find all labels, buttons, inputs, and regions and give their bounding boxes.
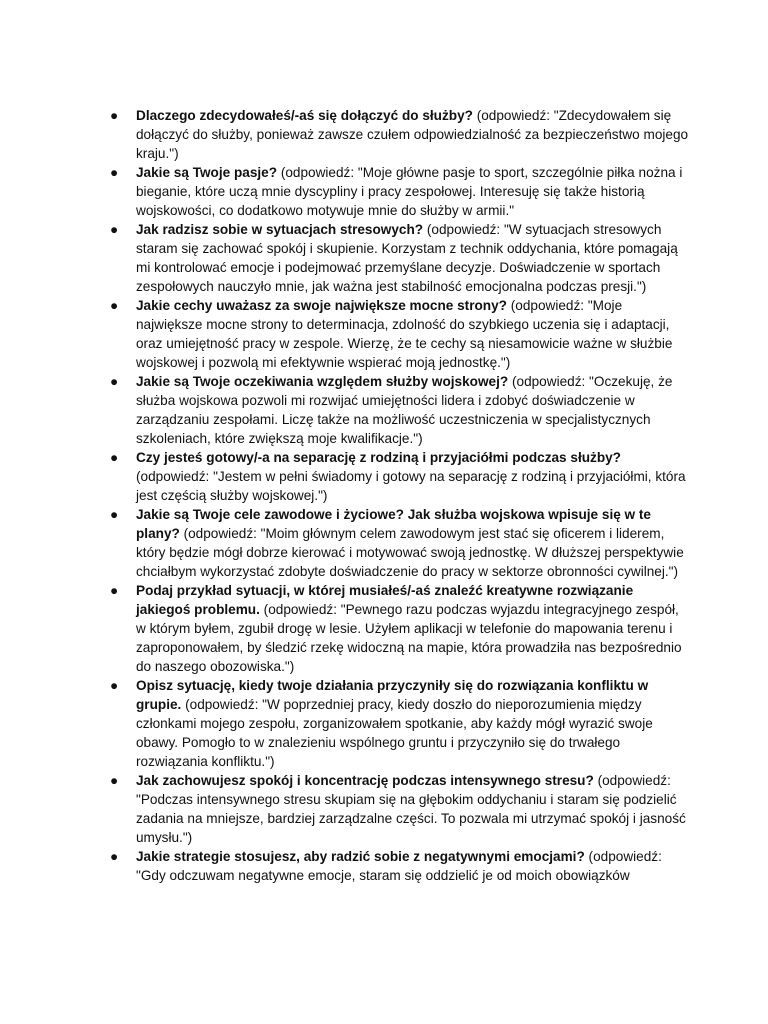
bullet-icon: ●	[110, 108, 119, 123]
bullet-icon: ●	[110, 165, 119, 180]
answer-text: (odpowiedź: "Zdecydowałem się dołączyć do służby, ponieważ zawsze czułem odpowiedzialność za bezpieczeństwo mojego kraju.")	[136, 108, 689, 161]
bullet-icon: ●	[110, 507, 119, 522]
answer-text: (odpowiedź: "Moje największe mocne strony to determinacja, zdolność do szybkiego uczenia się i adaptacji, oraz umiejętność pracy w zespole. Wierzę, że te cechy są niesamowicie ważne w służbie wojskowej i pozwolą mi efektywnie wspierać moją jednostkę.")	[136, 298, 673, 370]
question-text: Jakie są Twoje pasje?	[136, 165, 278, 180]
bullet-icon: ●	[110, 773, 119, 788]
list-item	[110, 106, 690, 163]
answer-text: (odpowiedź: "Oczekuję, że służba wojskowa pozwoli mi rozwijać umiejętności lidera i zdobyć doświadczenie w zarządzaniu zespołami. Liczę także na możliwość uczestniczenia w specjalistycznych szkoleniach, które zwiększą moje kwalifikacje.")	[136, 374, 673, 446]
question-text: Czy jesteś gotowy/-a na separację z rodziną i przyjaciółmi podczas służby?	[136, 450, 621, 465]
bullet-icon: ●	[110, 849, 119, 864]
question-text: Jakie są Twoje cele zawodowe i życiowe? Jak służba wojskowa wpisuje się w te plany?	[136, 507, 651, 541]
bullet-icon: ●	[110, 222, 119, 237]
list-item	[110, 163, 690, 220]
answer-text: (odpowiedź: "Jestem w pełni świadomy i gotowy na separację z rodziną i przyjaciółmi, która jest częścią służby wojskowej.")	[136, 469, 686, 503]
question-text: Podaj przykład sytuacji, w której musiałeś/-aś znaleźć kreatywne rozwiązanie jakiegoś problemu.	[136, 583, 634, 617]
bullet-icon: ●	[110, 374, 119, 389]
question-text: Jak radzisz sobie w sytuacjach stresowych?	[136, 222, 424, 237]
question-answer-list	[110, 106, 690, 885]
list-item	[110, 505, 690, 581]
list-item	[110, 220, 690, 296]
list-item	[110, 581, 690, 676]
bullet-icon: ●	[110, 450, 119, 465]
question-text: Jakie strategie stosujesz, aby radzić sobie z negatywnymi emocjami?	[136, 849, 585, 864]
answer-text: (odpowiedź: "Moim głównym celem zawodowym jest stać się oficerem i liderem, który będzie mógł dobrze kierować i motywować swoją jednostkę. W dłuższej perspektywie chciałbym wykorzystać zdobyte doświadczenie do pracy w sektorze obronności cywilnej.")	[136, 526, 684, 579]
bullet-icon: ●	[110, 678, 119, 693]
bullet-icon: ●	[110, 583, 119, 598]
question-text: Jakie cechy uważasz za swoje największe mocne strony?	[136, 298, 507, 313]
question-text: Opisz sytuację, kiedy twoje działania przyczyniły się do rozwiązania konfliktu w grupie.	[136, 678, 649, 712]
list-item	[110, 372, 690, 448]
answer-text: (odpowiedź: "Podczas intensywnego stresu skupiam się na głębokim oddychaniu i staram się podzielić zadania na mniejsze, bardziej zarządzalne części. To pozwala mi utrzymać spokój i jasność umysłu.")	[136, 773, 686, 845]
list-item	[110, 771, 690, 847]
question-text: Jak zachowujesz spokój i koncentrację podczas intensywnego stresu?	[136, 773, 594, 788]
question-text: Dlaczego zdecydowałeś/-aś się dołączyć do służby?	[136, 108, 473, 123]
list-item	[110, 448, 690, 505]
answer-text: (odpowiedź: "W sytuacjach stresowych staram się zachować spokój i skupienie. Korzystam z technik oddychania, które pomagają mi kontrolować emocje i podejmować przemyślane decyzje. Doświadczenie w sportach zespołowych nauczyło mnie, jak ważna jest stabilność emocjonalna podczas presji.")	[136, 222, 678, 294]
question-text: Jakie są Twoje oczekiwania względem służby wojskowej?	[136, 374, 509, 389]
list-item	[110, 296, 690, 372]
answer-text: (odpowiedź: "Gdy odczuwam negatywne emocje, staram się oddzielić je od moich obowiązków	[136, 849, 662, 883]
answer-text: (odpowiedź: "Moje główne pasje to sport, szczególnie piłka nożna i bieganie, które uczą mnie dyscypliny i pracy zespołowej. Interesuję się także historią wojskowości, co dodatkowo motywuje mnie do służby w armii."	[136, 165, 683, 218]
answer-text: (odpowiedź: "Pewnego razu podczas wyjazdu integracyjnego zespół, w którym byłem, zgubił drogę w lesie. Użyłem aplikacji w telefonie do mapowania terenu i zaproponowałem, by śledzić rzekę widoczną na mapie, która prowadziła nas bezpośrednio do naszego obozowiska.")	[136, 602, 682, 674]
list-item	[110, 847, 690, 885]
bullet-icon: ●	[110, 298, 119, 313]
answer-text: (odpowiedź: "W poprzedniej pracy, kiedy doszło do nieporozumienia między członkami mojego zespołu, zorganizowałem spotkanie, aby każdy mógł wyrazić swoje obawy. Pomogło to w znalezieniu wspólnego gruntu i przyczyniło się do trwałego rozwiązania konfliktu.")	[136, 697, 653, 769]
list-item	[110, 676, 690, 771]
